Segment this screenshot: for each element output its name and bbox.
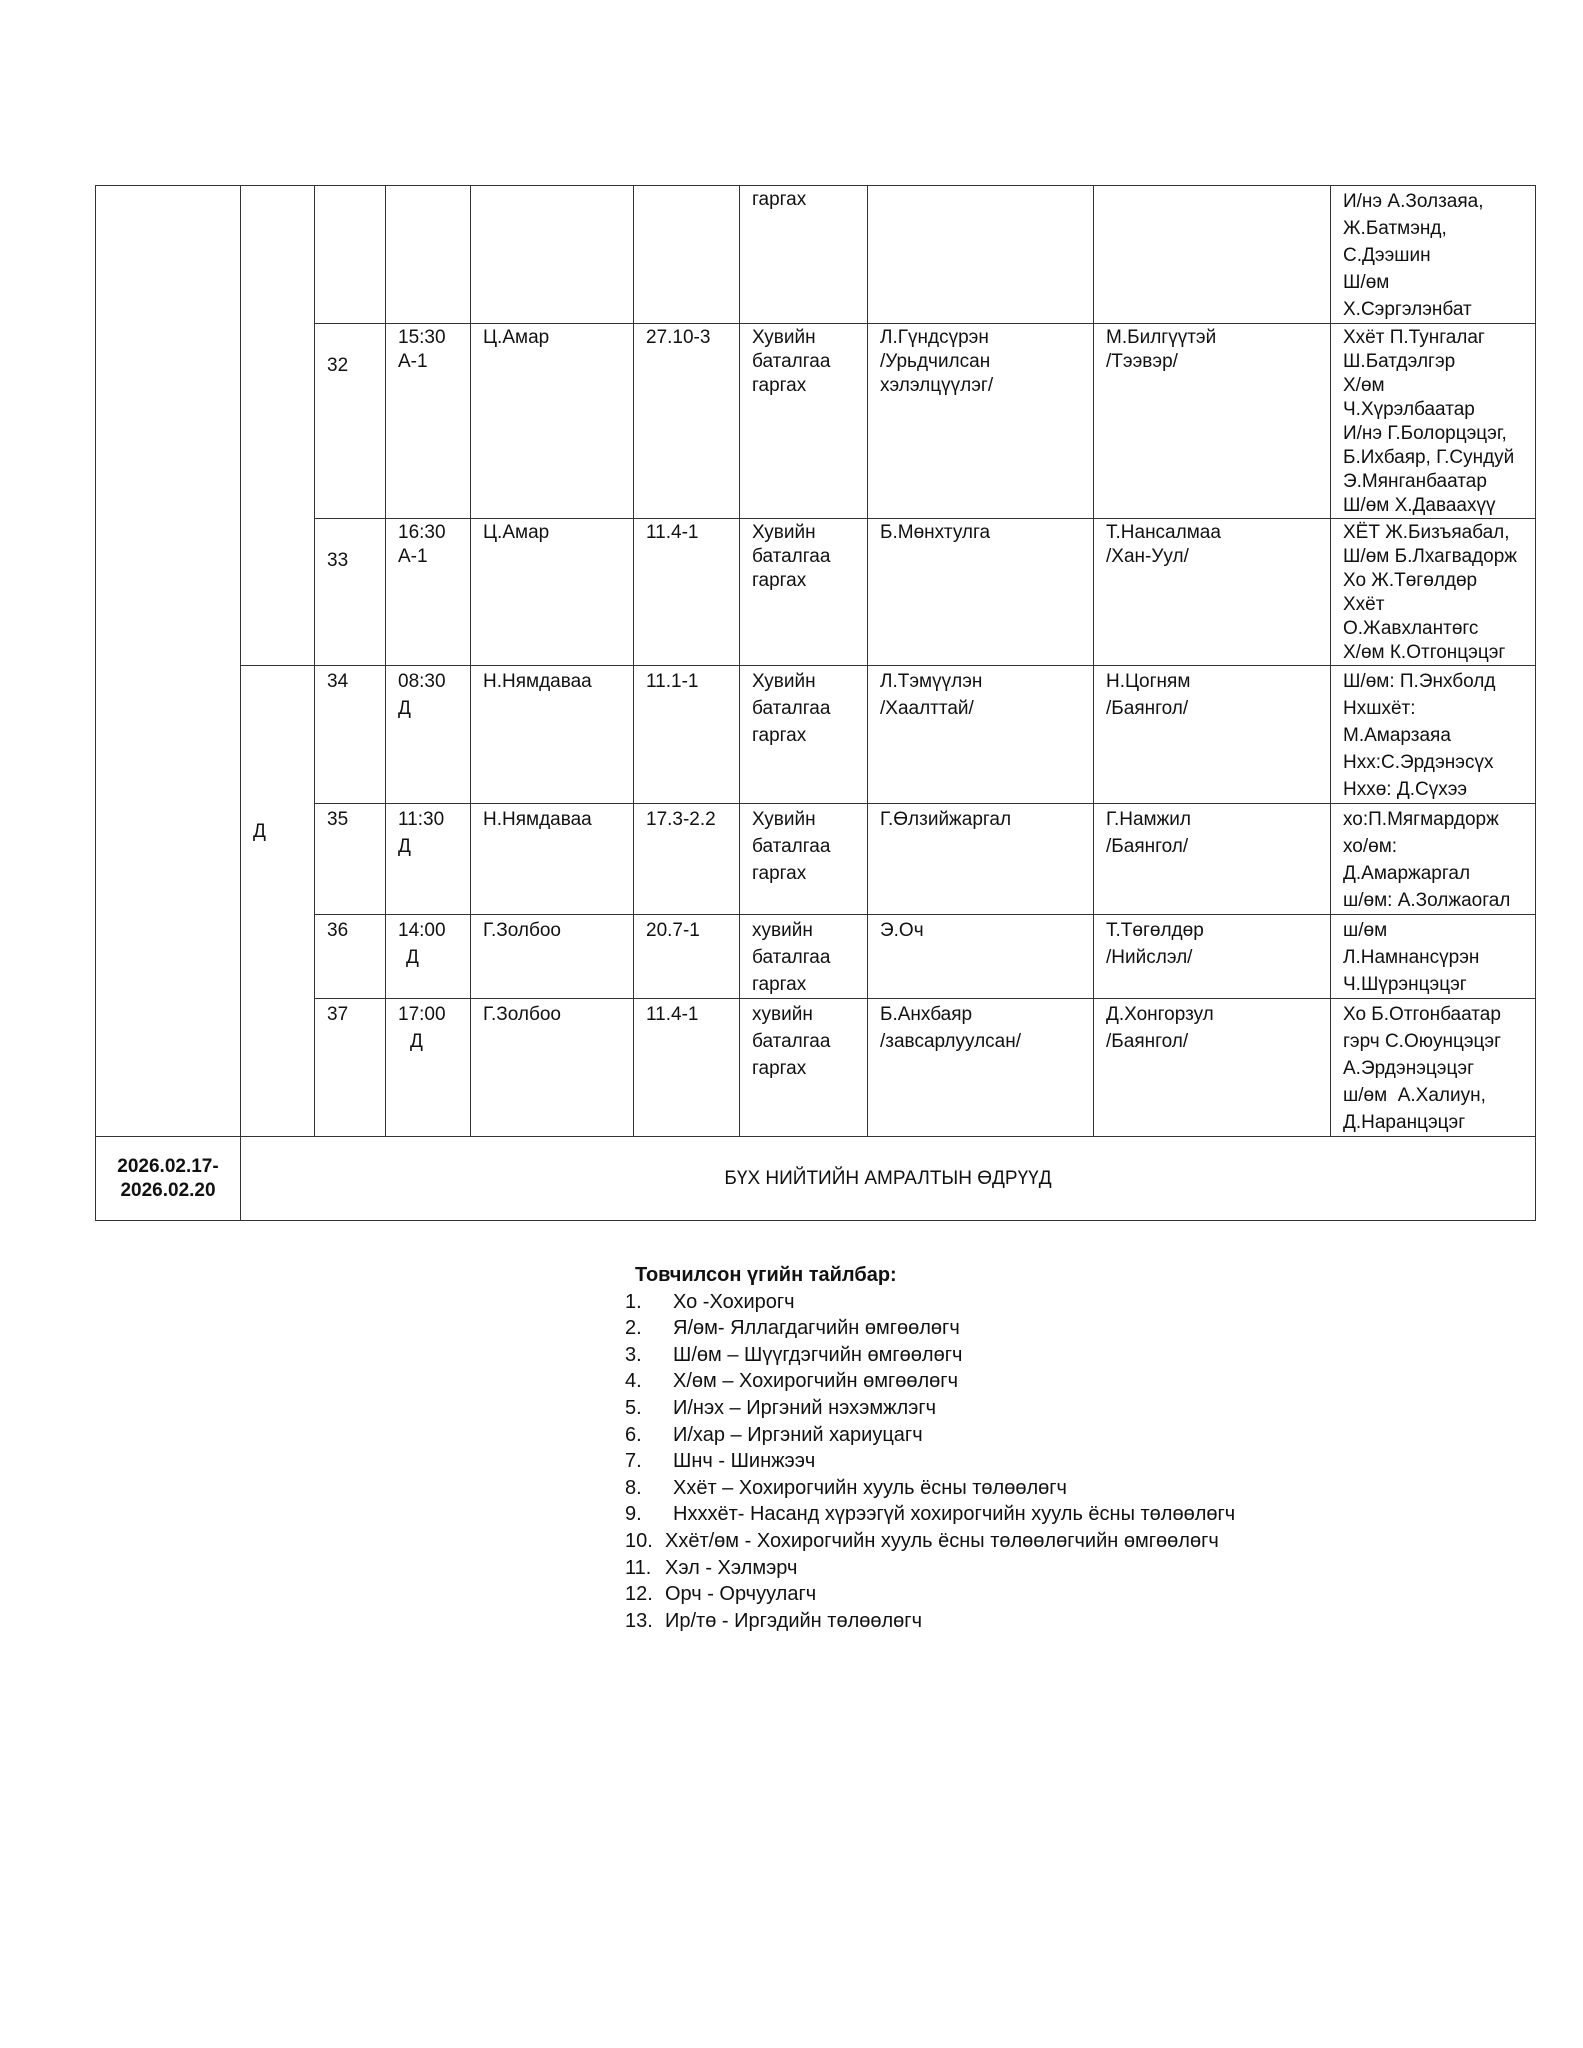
judge-cell: Ц.Амар: [471, 519, 634, 666]
legend-item: 9. Нхххёт- Насанд хүрээгүй хохирогчийн хууль ёсны төлөөлөгч: [625, 1503, 1236, 1526]
defendant-cell: [868, 186, 1094, 324]
time-cell: 16:30 А-1: [386, 519, 471, 666]
article-cell: 27.10-3: [634, 324, 740, 519]
number-cell: [315, 186, 386, 324]
legend-item: 5. И/нэх – Иргэний нэхэмжлэгч: [625, 1396, 937, 1419]
subject-cell: Хувийн баталгаа гаргах: [740, 519, 868, 666]
legend-item: 1. Хо -Хохирогч: [625, 1290, 795, 1313]
article-cell: 11.4-1: [634, 999, 740, 1137]
participants-cell: Ш/өм: П.Энхболд Нхшхёт: М.Амарзаяа Нхх:С.Эрдэнэсүх Нххө: Д.Сүхээ: [1331, 666, 1536, 804]
time-cell: 11:30 Д: [386, 804, 471, 915]
subject-cell: хувийн баталгаа гаргах: [740, 915, 868, 999]
legend-item: 4. Х/өм – Хохирогчийн өмгөөлөгч: [625, 1370, 959, 1393]
abbreviations-legend: [625, 1262, 1235, 1634]
participants-cell: И/нэ А.Золзаяа, Ж.Батмэнд, С.Дээшин Ш/өм Х.Сэргэлэнбат: [1331, 186, 1536, 324]
time-cell: [386, 186, 471, 324]
subject-cell: Хувийн баталгаа гаргах: [740, 666, 868, 804]
defendant-cell: Б.Мөнхтулга: [868, 519, 1094, 666]
participants-cell: Хо Б.Отгонбаатар гэрч С.Оюунцэцэг А.Эрдэнэцэцэг ш/өм А.Халиун, Д.Наранцэцэг: [1331, 999, 1536, 1137]
article-cell: 11.4-1: [634, 519, 740, 666]
article-cell: 20.7-1: [634, 915, 740, 999]
number-cell: 37: [315, 999, 386, 1137]
time-cell: 15:30 А-1: [386, 324, 471, 519]
court-schedule-table: [95, 185, 1536, 1221]
prosecutor-cell: Т.Төгөлдөр /Нийслэл/: [1094, 915, 1331, 999]
legend-item: 11. Хэл - Хэлмэрч: [625, 1556, 798, 1579]
legend-item: 2. Я/өм- Яллагдагчийн өмгөөлөгч: [625, 1317, 960, 1340]
legend-item: 7. Шнч - Шинжээч: [625, 1450, 816, 1473]
article-cell: 17.3-2.2: [634, 804, 740, 915]
holiday-date-range: 2026.02.17- 2026.02.20: [96, 1137, 241, 1221]
prosecutor-cell: Д.Хонгорзул /Баянгол/: [1094, 999, 1331, 1137]
defendant-cell: Г.Өлзийжаргал: [868, 804, 1094, 915]
judge-cell: Н.Нямдаваа: [471, 804, 634, 915]
subject-cell: Хувийн баталгаа гаргах: [740, 324, 868, 519]
legend-item: 8. Ххёт – Хохирогчийн хууль ёсны төлөөлөгч: [625, 1476, 1067, 1499]
article-cell: [634, 186, 740, 324]
prosecutor-cell: М.Билгүүтэй /Тээвэр/: [1094, 324, 1331, 519]
legend-item: 6. И/хар – Иргэний хариуцагч: [625, 1423, 923, 1446]
participants-cell: Ххёт П.Тунгалаг Ш.Батдэлгэр Х/өм Ч.Хүрэлбаатар И/нэ Г.Болорцэцэг, Б.Ихбаяр, Г.Сундуй Э.Мянганбаатар Ш/өм Х.Даваахүү: [1331, 324, 1536, 519]
legend-title: Товчилсон үгийн тайлбар:: [635, 1264, 897, 1286]
subject-cell: хувийн баталгаа гаргах: [740, 999, 868, 1137]
judge-cell: Н.Нямдаваа: [471, 666, 634, 804]
number-cell: 32: [315, 324, 386, 519]
defendant-cell: Л.Тэмүүлэн /Хаалттай/: [868, 666, 1094, 804]
prosecutor-cell: Г.Намжил /Баянгол/: [1094, 804, 1331, 915]
subject-cell: гаргах: [740, 186, 868, 324]
defendant-cell: Л.Гүндсүрэн /Урьдчилсан хэлэлцүүлэг/: [868, 324, 1094, 519]
prosecutor-cell: Т.Нансалмаа /Хан-Уул/: [1094, 519, 1331, 666]
number-cell: 34: [315, 666, 386, 804]
defendant-cell: Б.Анхбаяр /завсарлуулсан/: [868, 999, 1094, 1137]
judge-cell: Г.Золбоо: [471, 915, 634, 999]
continued-row: [96, 186, 1536, 324]
participants-cell: хо:П.Мягмардорж хо/өм: Д.Амаржаргал ш/өм: А.Золжаогал: [1331, 804, 1536, 915]
prosecutor-cell: [1094, 186, 1331, 324]
judge-cell: Г.Золбоо: [471, 999, 634, 1137]
subject-cell: Хувийн баталгаа гаргах: [740, 804, 868, 915]
legend-item: 13. Ир/тө - Иргэдийн төлөөлөгч: [625, 1609, 922, 1632]
room-cell: Д: [241, 666, 315, 1137]
legend-item: 10. Ххёт/өм - Хохирогчийн хууль ёсны төлөөлөгчийн өмгөөлөгч: [625, 1529, 1219, 1552]
time-cell: 14:00 Д: [386, 915, 471, 999]
participants-cell: ХЁТ Ж.Бизъяабал, Ш/өм Б.Лхагвадорж Хо Ж.Төгөлдөр Ххёт О.Жавхлантөгс Х/өм К.Отгонцэцэг: [1331, 519, 1536, 666]
number-cell: 36: [315, 915, 386, 999]
participants-cell: ш/өм Л.Намнансүрэн Ч.Шүрэнцэцэг: [1331, 915, 1536, 999]
number-cell: 33: [315, 519, 386, 666]
date-cell: [96, 186, 241, 1137]
legend-item: 3. Ш/өм – Шүүгдэгчийн өмгөөлөгч: [625, 1343, 963, 1366]
holiday-row: [96, 1137, 1536, 1221]
time-cell: 08:30 Д: [386, 666, 471, 804]
number-cell: 35: [315, 804, 386, 915]
holiday-label: БҮХ НИЙТИЙН АМРАЛТЫН ӨДРҮҮД: [241, 1137, 1536, 1221]
prosecutor-cell: Н.Цогням /Баянгол/: [1094, 666, 1331, 804]
legend-list: [625, 1289, 1235, 1635]
time-cell: 17:00 Д: [386, 999, 471, 1137]
legend-item: 12. Орч - Орчуулагч: [625, 1583, 817, 1606]
judge-cell: Ц.Амар: [471, 324, 634, 519]
table-row: [96, 666, 1536, 804]
room-cell: [241, 186, 315, 666]
defendant-cell: Э.Оч: [868, 915, 1094, 999]
article-cell: 11.1-1: [634, 666, 740, 804]
judge-cell: [471, 186, 634, 324]
